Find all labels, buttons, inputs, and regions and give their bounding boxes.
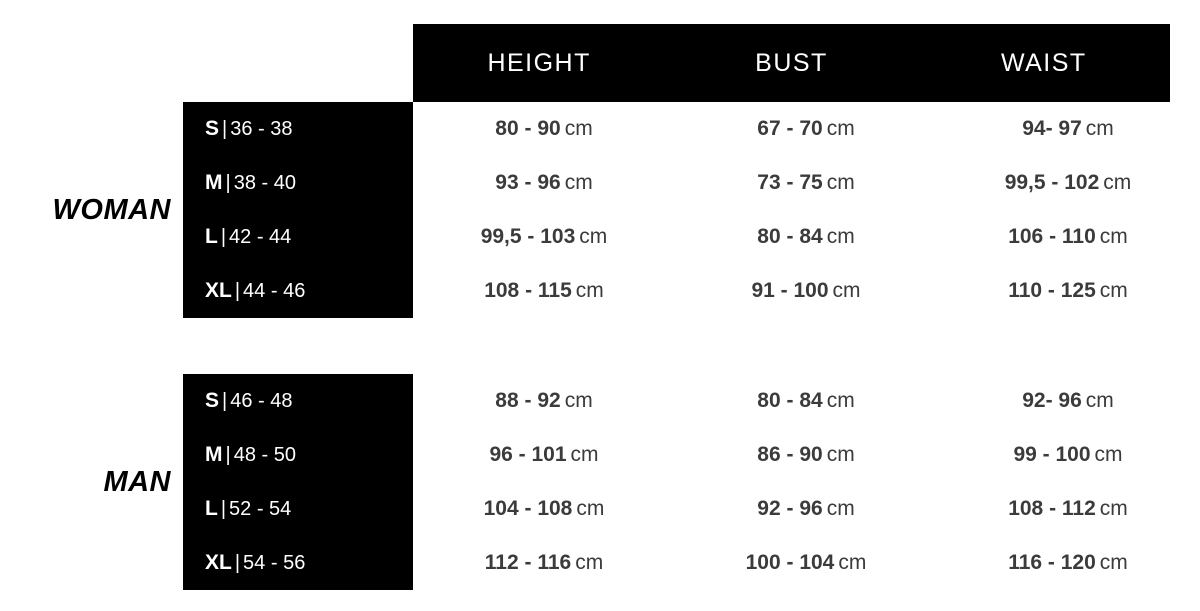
waist-value: 108 - 112 <box>1008 497 1096 520</box>
table-row <box>183 156 1200 210</box>
waist-value: 110 - 125 <box>1008 279 1096 302</box>
waist-value: 99,5 - 102 <box>1004 171 1100 194</box>
size-separator: | <box>222 390 228 412</box>
unit-label: cm <box>1099 551 1128 574</box>
unit-label: cm <box>1094 443 1123 466</box>
group-label-man: MAN <box>103 465 171 498</box>
size-group-woman <box>0 102 1200 318</box>
waist-value: 116 - 120 <box>1008 551 1096 574</box>
cell-bust <box>675 171 937 195</box>
column-header-bust: BUST <box>755 48 828 77</box>
cell-waist <box>937 551 1199 575</box>
size-separator: | <box>220 498 227 520</box>
cell-size <box>183 117 413 141</box>
cell-height <box>413 117 675 141</box>
size-separator: | <box>222 118 228 140</box>
table-row <box>183 374 1200 428</box>
unit-label: cm <box>1085 117 1114 140</box>
cell-bust <box>675 497 937 521</box>
bust-value: 100 - 104 <box>745 551 835 574</box>
size-range: 38 - 40 <box>233 172 296 194</box>
size-separator: | <box>220 226 227 248</box>
size-range: 52 - 54 <box>229 498 292 520</box>
column-header-height: HEIGHT <box>487 48 591 77</box>
bust-value: 80 - 84 <box>757 225 823 248</box>
size-range: 44 - 46 <box>243 280 306 302</box>
unit-label: cm <box>838 551 867 574</box>
cell-bust <box>675 279 937 303</box>
unit-label: cm <box>826 497 855 520</box>
height-value: 104 - 108 <box>483 497 573 520</box>
cell-waist <box>937 117 1199 141</box>
size-letter: S <box>205 389 220 412</box>
size-range: 46 - 48 <box>230 390 293 412</box>
cell-waist <box>937 443 1199 467</box>
height-value: 80 - 90 <box>495 117 561 140</box>
size-separator: | <box>225 172 231 194</box>
height-value: 99,5 - 103 <box>480 225 576 248</box>
size-letter: L <box>205 225 218 248</box>
column-header-waist: WAIST <box>1000 48 1087 77</box>
waist-value: 99 - 100 <box>1013 443 1091 466</box>
unit-label: cm <box>564 389 593 412</box>
size-range: 54 - 56 <box>243 552 306 574</box>
size-range: 36 - 38 <box>230 118 293 140</box>
table-header <box>413 24 1170 102</box>
size-range: 48 - 50 <box>233 444 296 466</box>
waist-value: 92- 96 <box>1022 389 1082 412</box>
cell-size <box>183 389 413 413</box>
cell-bust <box>675 389 937 413</box>
cell-size <box>183 497 413 521</box>
size-separator: | <box>234 280 241 302</box>
table-row <box>183 482 1200 536</box>
bust-value: 86 - 90 <box>757 443 823 466</box>
size-group-man <box>0 374 1200 590</box>
cell-size <box>183 443 413 467</box>
cell-waist <box>937 497 1199 521</box>
cell-height <box>413 551 675 575</box>
bust-value: 73 - 75 <box>757 171 823 194</box>
cell-bust <box>675 551 937 575</box>
unit-label: cm <box>826 117 855 140</box>
size-letter: XL <box>205 279 232 302</box>
cell-height <box>413 497 675 521</box>
size-letter: XL <box>205 551 232 574</box>
unit-label: cm <box>1099 279 1128 302</box>
unit-label: cm <box>564 117 593 140</box>
cell-bust <box>675 443 937 467</box>
unit-label: cm <box>1103 171 1132 194</box>
cell-height <box>413 443 675 467</box>
unit-label: cm <box>826 171 855 194</box>
cell-bust <box>675 225 937 249</box>
table-row <box>183 536 1200 590</box>
cell-waist <box>937 389 1199 413</box>
cell-waist <box>937 279 1199 303</box>
cell-size <box>183 225 413 249</box>
bust-value: 91 - 100 <box>751 279 829 302</box>
cell-height <box>413 225 675 249</box>
table-row <box>183 102 1200 156</box>
size-letter: S <box>205 117 220 140</box>
cell-size <box>183 551 413 575</box>
unit-label: cm <box>826 225 855 248</box>
unit-label: cm <box>564 171 593 194</box>
unit-label: cm <box>1085 389 1114 412</box>
unit-label: cm <box>579 225 608 248</box>
bust-value: 80 - 84 <box>757 389 823 412</box>
size-separator: | <box>225 444 231 466</box>
height-value: 88 - 92 <box>495 389 561 412</box>
height-value: 112 - 116 <box>484 551 572 574</box>
size-rows-man <box>183 374 1200 590</box>
cell-size <box>183 171 413 195</box>
unit-label: cm <box>570 443 599 466</box>
table-row <box>183 264 1200 318</box>
table-row <box>183 210 1200 264</box>
unit-label: cm <box>1099 497 1128 520</box>
height-value: 96 - 101 <box>489 443 567 466</box>
bust-value: 92 - 96 <box>757 497 823 520</box>
size-letter: M <box>205 171 223 194</box>
unit-label: cm <box>832 279 861 302</box>
cell-waist <box>937 225 1199 249</box>
height-value: 93 - 96 <box>495 171 561 194</box>
height-value: 108 - 115 <box>484 279 572 302</box>
cell-height <box>413 171 675 195</box>
unit-label: cm <box>576 497 605 520</box>
size-separator: | <box>234 552 241 574</box>
cell-height <box>413 389 675 413</box>
unit-label: cm <box>575 279 604 302</box>
cell-height <box>413 279 675 303</box>
waist-value: 106 - 110 <box>1008 225 1096 248</box>
unit-label: cm <box>826 443 855 466</box>
size-letter: M <box>205 443 223 466</box>
unit-label: cm <box>1099 225 1128 248</box>
waist-value: 94- 97 <box>1022 117 1082 140</box>
size-letter: L <box>205 497 218 520</box>
table-row <box>183 428 1200 482</box>
bust-value: 67 - 70 <box>757 117 823 140</box>
size-rows-woman <box>183 102 1200 318</box>
unit-label: cm <box>826 389 855 412</box>
size-range: 42 - 44 <box>229 226 292 248</box>
group-label-woman: WOMAN <box>52 193 171 226</box>
cell-waist <box>937 171 1199 195</box>
cell-size <box>183 279 413 303</box>
cell-bust <box>675 117 937 141</box>
unit-label: cm <box>575 551 604 574</box>
